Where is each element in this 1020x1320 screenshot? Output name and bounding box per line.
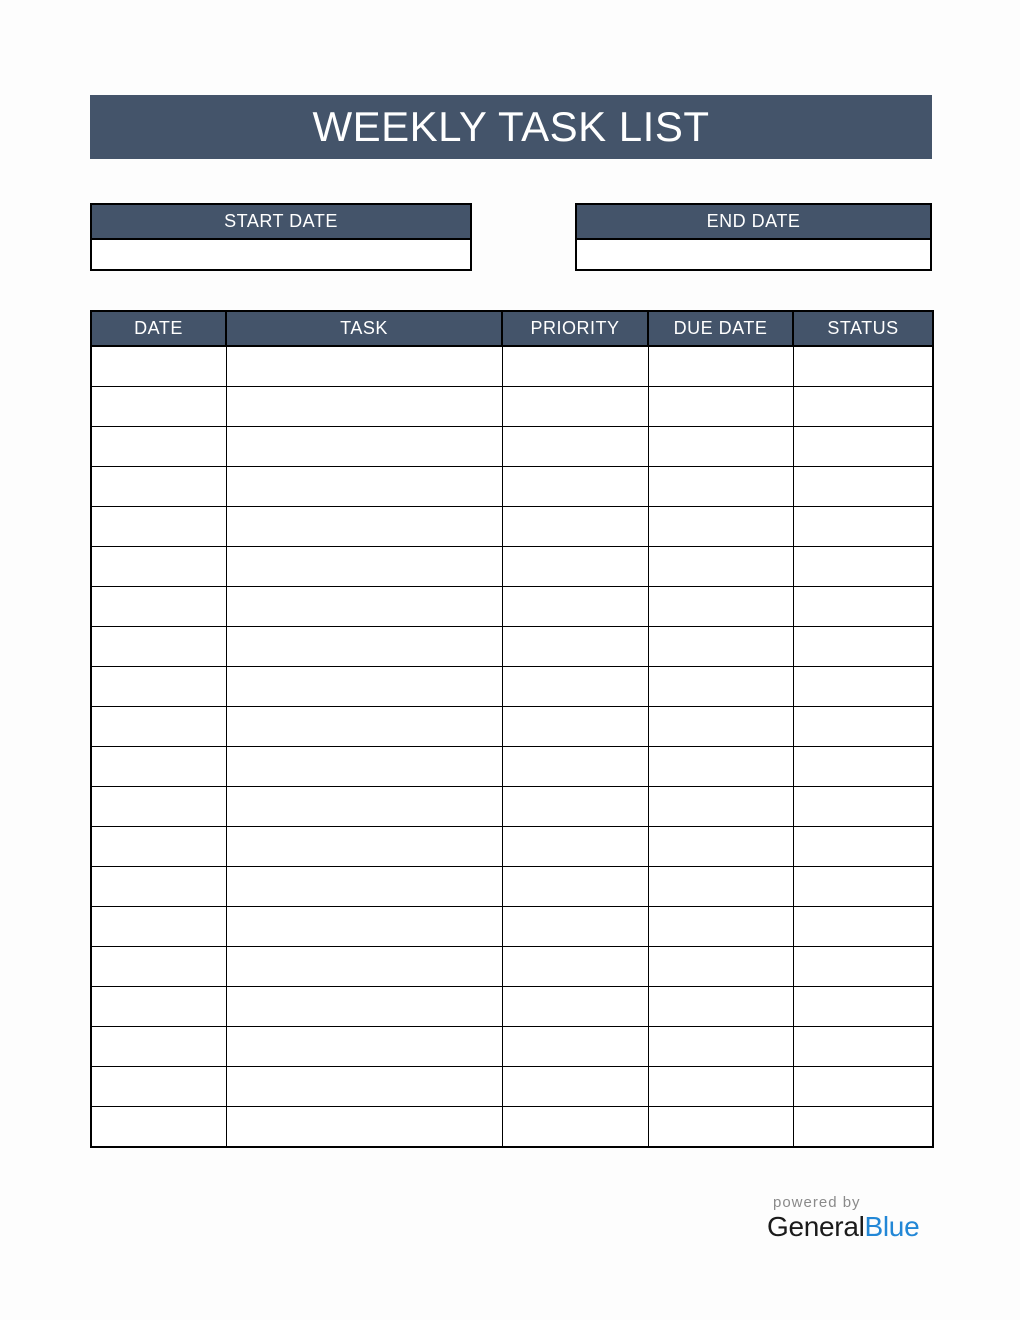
table-cell-priority[interactable]: [502, 1027, 648, 1067]
header-row: [91, 311, 933, 346]
table-row: [91, 707, 933, 747]
table-row: [91, 507, 933, 547]
table-cell-due-date[interactable]: [648, 427, 793, 467]
table-row: [91, 627, 933, 667]
table-row: [91, 987, 933, 1027]
table-cell-date[interactable]: [91, 547, 226, 587]
brand-logo: [767, 1213, 919, 1241]
table-cell-due-date[interactable]: [648, 627, 793, 667]
table-cell-task[interactable]: [226, 1107, 502, 1148]
task-table-head: [91, 311, 933, 346]
table-cell-task[interactable]: [226, 627, 502, 667]
table-row: [91, 427, 933, 467]
table-cell-date[interactable]: [91, 1027, 226, 1067]
table-row: [91, 787, 933, 827]
table-cell-task[interactable]: [226, 667, 502, 707]
column-header-task: TASK: [226, 311, 502, 346]
column-header-priority: PRIORITY: [502, 311, 648, 346]
brand-general: General: [767, 1211, 865, 1242]
table-cell-priority[interactable]: [502, 747, 648, 787]
table-cell-status[interactable]: [793, 627, 933, 667]
table-cell-due-date[interactable]: [648, 1027, 793, 1067]
table-cell-task[interactable]: [226, 346, 502, 387]
table-row: [91, 547, 933, 587]
table-cell-status[interactable]: [793, 947, 933, 987]
table-cell-date[interactable]: [91, 667, 226, 707]
table-cell-status[interactable]: [793, 587, 933, 627]
table-cell-status[interactable]: [793, 346, 933, 387]
table-row: [91, 1027, 933, 1067]
table-cell-priority[interactable]: [502, 1067, 648, 1107]
table-cell-priority[interactable]: [502, 507, 648, 547]
table-cell-due-date[interactable]: [648, 507, 793, 547]
table-cell-priority[interactable]: [502, 787, 648, 827]
table-cell-status[interactable]: [793, 907, 933, 947]
table-row: [91, 907, 933, 947]
table-cell-task[interactable]: [226, 587, 502, 627]
table-cell-priority[interactable]: [502, 907, 648, 947]
table-row: [91, 867, 933, 907]
table-cell-due-date[interactable]: [648, 907, 793, 947]
table-cell-due-date[interactable]: [648, 346, 793, 387]
table-cell-priority[interactable]: [502, 947, 648, 987]
table-cell-status[interactable]: [793, 507, 933, 547]
table-cell-due-date[interactable]: [648, 867, 793, 907]
start-date-label: START DATE: [224, 211, 338, 231]
table-cell-status[interactable]: [793, 467, 933, 507]
table-cell-date[interactable]: [91, 827, 226, 867]
table-cell-date[interactable]: [91, 747, 226, 787]
table-row: [91, 1107, 933, 1148]
table-cell-due-date[interactable]: [648, 827, 793, 867]
table-cell-task[interactable]: [226, 547, 502, 587]
table-cell-date[interactable]: [91, 867, 226, 907]
table-cell-due-date[interactable]: [648, 947, 793, 987]
table-cell-priority[interactable]: [502, 627, 648, 667]
table-cell-status[interactable]: [793, 1027, 933, 1067]
brand-blue: Blue: [864, 1211, 920, 1242]
task-table-body: [91, 346, 933, 1147]
table-cell-due-date[interactable]: [648, 747, 793, 787]
table-cell-priority[interactable]: [502, 667, 648, 707]
table-cell-task[interactable]: [226, 1027, 502, 1067]
table-cell-priority[interactable]: [502, 587, 648, 627]
table-row: [91, 1067, 933, 1107]
table-cell-date[interactable]: [91, 507, 226, 547]
table-cell-date[interactable]: [91, 627, 226, 667]
table-cell-task[interactable]: [226, 987, 502, 1027]
table-row: [91, 387, 933, 427]
table-cell-task[interactable]: [226, 747, 502, 787]
table-cell-status[interactable]: [793, 387, 933, 427]
table-cell-status[interactable]: [793, 427, 933, 467]
title-banner: [90, 95, 932, 159]
table-row: [91, 827, 933, 867]
table-row: [91, 667, 933, 707]
table-cell-task[interactable]: [226, 507, 502, 547]
table-cell-task[interactable]: [226, 867, 502, 907]
column-header-date: DATE: [91, 311, 226, 346]
table-cell-due-date[interactable]: [648, 1067, 793, 1107]
table-cell-date[interactable]: [91, 427, 226, 467]
table-cell-date[interactable]: [91, 1107, 226, 1148]
end-date-label: END DATE: [706, 211, 801, 231]
start-date-header: [92, 205, 470, 240]
table-cell-due-date[interactable]: [648, 547, 793, 587]
table-cell-priority[interactable]: [502, 707, 648, 747]
table-row: [91, 467, 933, 507]
table-cell-task[interactable]: [226, 467, 502, 507]
table-cell-priority[interactable]: [502, 987, 648, 1027]
table-cell-priority[interactable]: [502, 427, 648, 467]
table-cell-task[interactable]: [226, 1067, 502, 1107]
table-cell-priority[interactable]: [502, 827, 648, 867]
table-row: [91, 747, 933, 787]
table-cell-task[interactable]: [226, 387, 502, 427]
table-cell-status[interactable]: [793, 1107, 933, 1148]
start-date-box: [90, 203, 472, 271]
table-cell-due-date[interactable]: [648, 987, 793, 1027]
table-row: [91, 947, 933, 987]
table-cell-date[interactable]: [91, 467, 226, 507]
table-cell-date[interactable]: [91, 1067, 226, 1107]
table-cell-status[interactable]: [793, 547, 933, 587]
table-cell-task[interactable]: [226, 427, 502, 467]
end-date-header: [577, 205, 930, 240]
table-cell-status[interactable]: [793, 707, 933, 747]
column-header-status: STATUS: [793, 311, 933, 346]
table-cell-status[interactable]: [793, 827, 933, 867]
task-table: [90, 310, 934, 1148]
table-cell-status[interactable]: [793, 787, 933, 827]
table-cell-task[interactable]: [226, 907, 502, 947]
table-cell-task[interactable]: [226, 707, 502, 747]
table-cell-status[interactable]: [793, 1067, 933, 1107]
page-title: WEEKLY TASK LIST: [312, 103, 710, 150]
table-cell-status[interactable]: [793, 987, 933, 1027]
table-cell-status[interactable]: [793, 747, 933, 787]
table-cell-due-date[interactable]: [648, 467, 793, 507]
brand-footer: [767, 1195, 919, 1241]
table-cell-date[interactable]: [91, 587, 226, 627]
end-date-value[interactable]: [577, 240, 930, 269]
table-cell-priority[interactable]: [502, 1107, 648, 1148]
table-cell-due-date[interactable]: [648, 667, 793, 707]
table-cell-due-date[interactable]: [648, 707, 793, 747]
powered-by-label: powered by: [773, 1194, 861, 1211]
table-cell-due-date[interactable]: [648, 787, 793, 827]
table-cell-date[interactable]: [91, 947, 226, 987]
table-row: [91, 587, 933, 627]
table-cell-date[interactable]: [91, 346, 226, 387]
table-cell-date[interactable]: [91, 707, 226, 747]
table-cell-task[interactable]: [226, 827, 502, 867]
table-cell-priority[interactable]: [502, 547, 648, 587]
column-header-due-date: DUE DATE: [648, 311, 793, 346]
table-cell-date[interactable]: [91, 387, 226, 427]
table-cell-status[interactable]: [793, 667, 933, 707]
table-cell-date[interactable]: [91, 787, 226, 827]
start-date-value[interactable]: [92, 240, 470, 269]
table-cell-date[interactable]: [91, 907, 226, 947]
table-cell-due-date[interactable]: [648, 387, 793, 427]
table-cell-priority[interactable]: [502, 467, 648, 507]
table-cell-status[interactable]: [793, 867, 933, 907]
table-cell-date[interactable]: [91, 987, 226, 1027]
table-cell-task[interactable]: [226, 787, 502, 827]
table-cell-due-date[interactable]: [648, 587, 793, 627]
table-row: [91, 346, 933, 387]
table-cell-priority[interactable]: [502, 387, 648, 427]
table-cell-task[interactable]: [226, 947, 502, 987]
table-cell-due-date[interactable]: [648, 1107, 793, 1148]
table-cell-priority[interactable]: [502, 346, 648, 387]
table-cell-priority[interactable]: [502, 867, 648, 907]
end-date-box: [575, 203, 932, 271]
